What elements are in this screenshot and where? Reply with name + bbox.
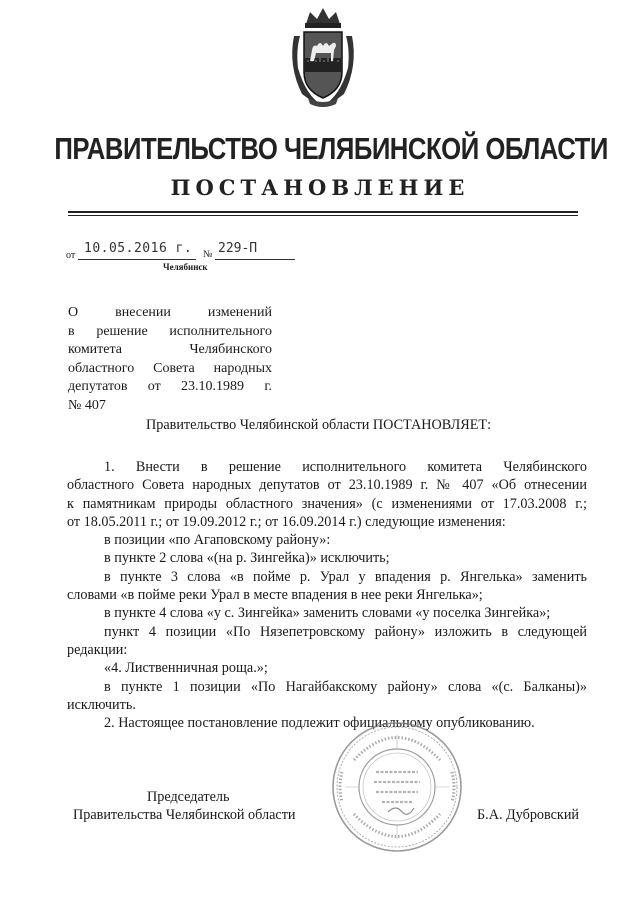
document-subject: [68, 304, 272, 415]
number-underline: [215, 259, 295, 260]
body-line: областного Совета народных депутатов от 23.10.1989 г. № 407 «Об отнесении: [67, 477, 587, 494]
body-line: исключить.: [67, 696, 136, 713]
body-line: в пункте 1 позиции «По Нагайбакскому району» слова «(с. Балканы)»: [104, 678, 587, 695]
document-city: Челябинск: [163, 262, 208, 272]
subject-line: О внесении изменений: [68, 305, 272, 320]
date-underline: [78, 259, 196, 260]
body-line: в пункте 2 слова «(на р. Зингейка)» исключить;: [104, 550, 390, 567]
signatory-position-line2: Правительства Челябинской области: [73, 807, 296, 823]
resolution-intro: Правительство Челябинской области ПОСТАНОВЛЯЕТ:: [146, 417, 492, 433]
subject-line: № 407: [68, 397, 106, 413]
number-prefix: №: [203, 249, 213, 260]
body-line: от 18.05.2011 г.; от 19.09.2012 г.; от 16.09.2014 г.) следующие изменения:: [67, 513, 506, 530]
body-line: в пункте 4 слова «у с. Зингейка» заменить словами «у поселка Зингейка»;: [104, 605, 551, 622]
document-number: 229-П: [218, 241, 258, 256]
round-seal-icon: [330, 720, 464, 854]
header-rule: [68, 211, 578, 213]
body-line: словами «в пойме реки Урал в месте впадения в нее реки Янгелька»;: [67, 587, 483, 604]
government-title: ПРАВИТЕЛЬСТВО ЧЕЛЯБИНСКОЙ ОБЛАСТИ: [54, 131, 608, 166]
document-body: [67, 458, 587, 732]
document-date: 10.05.2016 г.: [84, 241, 193, 256]
body-line: 1. Внести в решение исполнительного комитета Челябинского: [104, 459, 587, 475]
body-line: 2. Настоящее постановление подлежит официальному опубликованию.: [104, 715, 535, 732]
subject-line: областного Совета народных: [68, 360, 272, 376]
body-line: пункт 4 позиции «По Нязепетровскому району» изложить в следующей: [104, 623, 587, 640]
subject-line: депутатов от 23.10.1989 г.: [68, 379, 272, 394]
body-line: в позиции «по Агаповскому району»:: [104, 532, 331, 549]
header-rule-thin: [68, 215, 578, 216]
date-prefix: от: [66, 250, 76, 261]
signatory-name: Б.А. Дубровский: [477, 807, 580, 823]
document-type: ПОСТАНОВЛЕНИЕ: [170, 175, 470, 200]
chelyabinsk-coat-of-arms-icon: [286, 6, 360, 108]
body-line: в пункте 3 слова «в пойме р. Урал у впадения р. Янгелька» заменить: [104, 568, 587, 585]
subject-line: комитета Челябинского: [68, 342, 272, 357]
body-line: редакции:: [67, 641, 128, 658]
body-line: «4. Лиственничная роща.»;: [104, 660, 268, 677]
signatory-position-line1: Председатель: [147, 789, 230, 805]
subject-line: в решение исполнительного: [68, 323, 272, 339]
body-line: к памятникам природы областного значения» (с изменениями от 17.03.2008 г.;: [67, 495, 587, 512]
